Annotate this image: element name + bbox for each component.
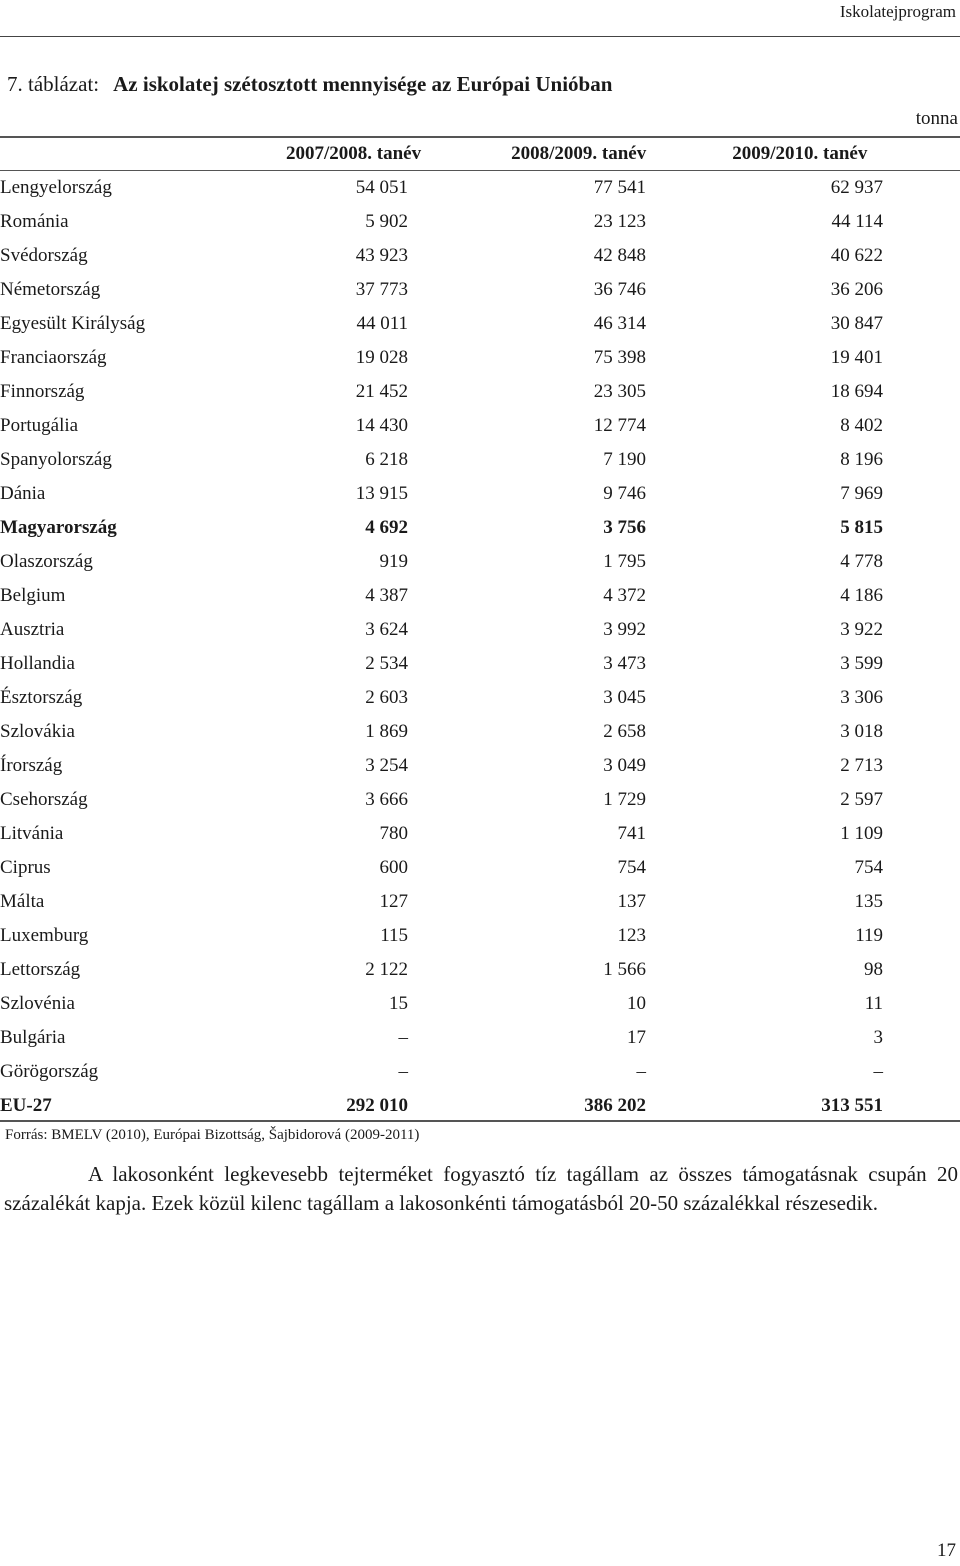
value-cell-2009-2010: 7 969 — [840, 483, 883, 504]
row-padding — [883, 715, 960, 749]
country-cell: Belgium — [0, 585, 66, 606]
country-cell: Bulgária — [0, 1027, 66, 1048]
value-cell-2007-2008: 14 430 — [355, 415, 408, 436]
country-cell: Csehország — [0, 789, 88, 810]
value-cell-2008-2009: 741 — [617, 823, 646, 844]
row-padding — [883, 953, 960, 987]
table-row — [0, 579, 960, 613]
value-cell-2008-2009: 123 — [617, 925, 646, 946]
country-cell: Svédország — [0, 245, 88, 266]
value-cell-2009-2010: 8 402 — [840, 415, 883, 436]
value-cell-2007-2008: 44 011 — [356, 313, 408, 334]
value-cell-2009-2010: 3 018 — [840, 721, 883, 742]
value-cell-2007-2008: – — [398, 1027, 408, 1048]
row-padding — [883, 749, 960, 783]
country-cell: Ciprus — [0, 857, 51, 878]
value-cell-2009-2010: 2 713 — [840, 755, 883, 776]
value-cell-2009-2010: 30 847 — [830, 313, 883, 334]
row-padding — [883, 239, 960, 273]
value-cell-2008-2009: 10 — [627, 993, 646, 1014]
country-cell: Görögország — [0, 1061, 99, 1082]
row-padding — [883, 205, 960, 239]
value-cell-2008-2009: 77 541 — [593, 177, 646, 198]
row-padding — [883, 409, 960, 443]
value-cell-2009-2010: 44 114 — [831, 211, 883, 232]
value-cell-2009-2010: 4 778 — [840, 551, 883, 572]
row-padding — [883, 545, 960, 579]
value-cell-2008-2009: 75 398 — [593, 347, 646, 368]
data-table — [0, 137, 960, 1123]
row-padding — [883, 987, 960, 1021]
table-row — [0, 919, 960, 953]
country-cell: Finnország — [0, 381, 85, 402]
row-padding — [883, 783, 960, 817]
row-padding — [883, 851, 960, 885]
table-caption — [7, 72, 612, 97]
country-cell: Franciaország — [0, 347, 107, 368]
value-cell-2008-2009: 3 473 — [603, 653, 646, 674]
value-cell-2009-2010: 1 109 — [840, 823, 883, 844]
value-cell-2009-2010: – — [873, 1061, 883, 1082]
country-cell: Luxemburg — [0, 925, 89, 946]
value-cell-2009-2010: 754 — [854, 857, 883, 878]
country-cell: Lengyelország — [0, 177, 112, 198]
country-cell: Egyesült Királyság — [0, 313, 146, 334]
row-padding — [883, 613, 960, 647]
value-cell-2008-2009: 12 774 — [593, 415, 646, 436]
table-row — [0, 443, 960, 477]
value-cell-2008-2009: – — [636, 1061, 646, 1082]
table-body — [0, 171, 960, 1123]
country-cell: EU-27 — [0, 1095, 52, 1116]
value-cell-2007-2008: 15 — [389, 993, 408, 1014]
table-row — [0, 817, 960, 851]
table-row — [0, 273, 960, 307]
body-paragraph — [4, 1160, 958, 1218]
header-rule — [0, 36, 960, 37]
row-padding — [883, 817, 960, 851]
value-cell-2008-2009: 4 372 — [603, 585, 646, 606]
country-cell: Szlovákia — [0, 721, 75, 742]
header-years — [250, 137, 960, 171]
value-cell-2007-2008: 2 603 — [365, 687, 408, 708]
table-row — [0, 885, 960, 919]
country-cell: Dánia — [0, 483, 46, 504]
value-cell-2008-2009: 137 — [617, 891, 646, 912]
table-row — [0, 681, 960, 715]
table-row — [0, 647, 960, 681]
country-cell: Románia — [0, 211, 69, 232]
value-cell-2007-2008: 780 — [379, 823, 408, 844]
value-cell-2007-2008: 919 — [379, 551, 408, 572]
value-cell-2009-2010: 62 937 — [830, 177, 883, 198]
row-padding — [883, 647, 960, 681]
value-cell-2007-2008: 1 869 — [365, 721, 408, 742]
value-cell-2008-2009: 36 746 — [593, 279, 646, 300]
value-cell-2008-2009: 23 305 — [593, 381, 646, 402]
value-cell-2008-2009: 754 — [617, 857, 646, 878]
row-padding — [883, 477, 960, 511]
country-cell: Ausztria — [0, 619, 65, 640]
table-row — [0, 307, 960, 341]
table-row — [0, 205, 960, 239]
table-row — [0, 953, 960, 987]
unit-label: tonna — [915, 108, 958, 129]
running-head: Iskolatejprogram — [839, 2, 956, 21]
country-cell: Litvánia — [0, 823, 64, 844]
row-padding — [883, 171, 960, 205]
row-padding — [883, 443, 960, 477]
header-blank — [0, 137, 250, 171]
table-row — [0, 341, 960, 375]
value-cell-2008-2009: 3 049 — [603, 755, 646, 776]
row-padding — [883, 1021, 960, 1055]
header-col-2007-2008: 2007/2008. tanév — [286, 143, 422, 164]
value-cell-2009-2010: 3 599 — [840, 653, 883, 674]
value-cell-2008-2009: 3 992 — [603, 619, 646, 640]
value-cell-2009-2010: 8 196 — [840, 449, 883, 470]
value-cell-2009-2010: 98 — [864, 959, 883, 980]
row-padding — [883, 375, 960, 409]
value-cell-2007-2008: 13 915 — [355, 483, 408, 504]
value-cell-2007-2008: 5 902 — [365, 211, 408, 232]
row-padding — [883, 1089, 960, 1123]
value-cell-2009-2010: 19 401 — [830, 347, 883, 368]
table-row — [0, 749, 960, 783]
value-cell-2009-2010: 18 694 — [830, 381, 883, 402]
value-cell-2007-2008: 600 — [379, 857, 408, 878]
value-cell-2009-2010: 5 815 — [840, 517, 883, 538]
table-row — [0, 375, 960, 409]
caption-title: Az iskolatej szétosztott mennyisége az Európai Unióban — [113, 72, 613, 96]
value-cell-2008-2009: 9 746 — [603, 483, 646, 504]
value-cell-2007-2008: 3 666 — [365, 789, 408, 810]
country-cell: Írország — [0, 755, 63, 776]
country-cell: Hollandia — [0, 653, 75, 674]
value-cell-2008-2009: 1 729 — [603, 789, 646, 810]
value-cell-2008-2009: 46 314 — [593, 313, 646, 334]
value-cell-2008-2009: 3 045 — [603, 687, 646, 708]
source-note: Forrás: BMELV (2010), Európai Bizottság, Šajbidorová (2009-2011) — [5, 1127, 420, 1143]
value-cell-2009-2010: 11 — [864, 993, 883, 1014]
table-header-row — [0, 137, 960, 171]
table-row — [0, 477, 960, 511]
value-cell-2007-2008: 37 773 — [355, 279, 408, 300]
value-cell-2007-2008: – — [398, 1061, 408, 1082]
value-cell-2009-2010: 2 597 — [840, 789, 883, 810]
value-cell-2008-2009: 23 123 — [593, 211, 646, 232]
value-cell-2009-2010: 135 — [854, 891, 883, 912]
caption-label: 7. táblázat: — [7, 72, 100, 96]
row-padding — [883, 919, 960, 953]
total-row — [0, 1089, 960, 1123]
table-row — [0, 239, 960, 273]
value-cell-2009-2010: 313 551 — [821, 1095, 883, 1116]
table-row — [0, 715, 960, 749]
value-cell-2007-2008: 3 254 — [365, 755, 408, 776]
country-cell: Szlovénia — [0, 993, 75, 1014]
value-cell-2007-2008: 54 051 — [355, 177, 408, 198]
country-cell: Magyarország — [0, 517, 117, 538]
value-cell-2007-2008: 127 — [379, 891, 408, 912]
value-cell-2007-2008: 4 692 — [365, 517, 408, 538]
value-cell-2007-2008: 292 010 — [346, 1095, 408, 1116]
paragraph-text: A lakosonként legkevesebb tejterméket fogyasztó tíz tagállam az összes támogatásnak csupán 20 százalékát kapja. Ezek közül kilenc tagállam a lakosonkénti támogatásból 20-50 százalékkal részesedik. — [4, 1162, 958, 1215]
table-row — [0, 851, 960, 885]
value-cell-2008-2009: 1 795 — [603, 551, 646, 572]
value-cell-2009-2010: 40 622 — [830, 245, 883, 266]
value-cell-2008-2009: 2 658 — [603, 721, 646, 742]
row-padding — [883, 885, 960, 919]
row-padding — [883, 273, 960, 307]
row-padding — [883, 1055, 960, 1089]
value-cell-2009-2010: 3 306 — [840, 687, 883, 708]
value-cell-2009-2010: 36 206 — [830, 279, 883, 300]
value-cell-2009-2010: 4 186 — [840, 585, 883, 606]
value-cell-2009-2010: 119 — [855, 925, 883, 946]
value-cell-2009-2010: 3 — [873, 1027, 883, 1048]
value-cell-2007-2008: 21 452 — [355, 381, 408, 402]
value-cell-2009-2010: 3 922 — [840, 619, 883, 640]
row-padding — [883, 307, 960, 341]
country-cell: Németország — [0, 279, 101, 300]
table-row — [0, 987, 960, 1021]
table-row — [0, 1055, 960, 1089]
country-cell: Portugália — [0, 415, 79, 436]
value-cell-2007-2008: 19 028 — [355, 347, 408, 368]
value-cell-2007-2008: 3 624 — [365, 619, 408, 640]
value-cell-2008-2009: 17 — [627, 1027, 646, 1048]
table-row — [0, 545, 960, 579]
value-cell-2008-2009: 7 190 — [603, 449, 646, 470]
row-padding — [883, 341, 960, 375]
table-row — [0, 613, 960, 647]
table-row — [0, 783, 960, 817]
value-cell-2007-2008: 6 218 — [365, 449, 408, 470]
value-cell-2007-2008: 2 534 — [365, 653, 408, 674]
value-cell-2007-2008: 43 923 — [355, 245, 408, 266]
table-row — [0, 511, 960, 545]
value-cell-2008-2009: 42 848 — [593, 245, 646, 266]
country-cell: Spanyolország — [0, 449, 112, 470]
row-padding — [883, 579, 960, 613]
table-row — [0, 171, 960, 205]
country-cell: Észtország — [0, 687, 83, 708]
value-cell-2008-2009: 386 202 — [584, 1095, 646, 1116]
header-col-2009-2010: 2009/2010. tanév — [732, 143, 868, 164]
table-row — [0, 409, 960, 443]
value-cell-2007-2008: 2 122 — [365, 959, 408, 980]
header-col-2008-2009: 2008/2009. tanév — [511, 143, 647, 164]
row-padding — [883, 681, 960, 715]
page-number: 17 — [937, 1540, 956, 1561]
value-cell-2008-2009: 3 756 — [603, 517, 646, 538]
table-row — [0, 1021, 960, 1055]
country-cell: Olaszország — [0, 551, 93, 572]
value-cell-2008-2009: 1 566 — [603, 959, 646, 980]
country-cell: Málta — [0, 891, 45, 912]
country-cell: Lettország — [0, 959, 81, 980]
row-padding — [883, 511, 960, 545]
value-cell-2007-2008: 4 387 — [365, 585, 408, 606]
value-cell-2007-2008: 115 — [380, 925, 408, 946]
